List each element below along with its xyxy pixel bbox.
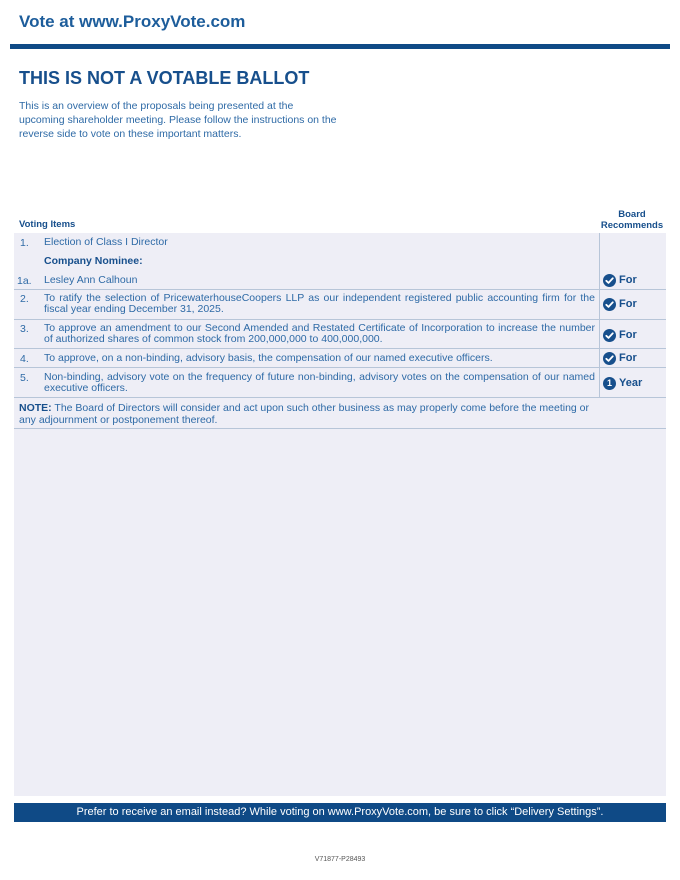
recommendation-2 (603, 297, 637, 311)
intro-paragraph: This is an overview of the proposals being presented at the upcoming shareholder meeting. Please follow the instructions on the reverse side to vote on these important matters. (19, 100, 337, 140)
note-paragraph (19, 402, 599, 426)
recommendation-5 (603, 376, 642, 390)
row-divider (14, 367, 666, 368)
row-divider (14, 289, 666, 290)
proxyvote-header-link[interactable]: Vote at www.ProxyVote.com (19, 12, 246, 31)
item-number: 5. (20, 372, 29, 384)
header-divider (10, 44, 670, 49)
board-header-line1: Board (618, 209, 646, 220)
item-number: 3. (20, 323, 29, 335)
row-divider (14, 397, 666, 398)
recommendation-label: For (619, 298, 637, 310)
delivery-settings-banner: Prefer to receive an email instead? While voting on www.ProxyVote.com, be sure to click “Delivery Settings”. (14, 803, 666, 822)
item-text: Lesley Ann Calhoun (44, 274, 138, 286)
item-text: Election of Class I Director (44, 236, 168, 248)
item-text: To approve an amendment to our Second Amended and Restated Certificate of Incorporation to increase the number of authorized shares of common stock from 200,000,000 to 400,000,000. (44, 322, 595, 345)
note-divider (14, 428, 666, 429)
item-number: 1. (20, 237, 29, 249)
nominee-heading: Company Nominee: (44, 255, 143, 267)
row-divider (14, 319, 666, 320)
check-circle-icon (603, 274, 616, 287)
item-text: To ratify the selection of PricewaterhouseCoopers LLP as our independent registered public accounting firm for the fiscal year ending December 31, 2025. (44, 292, 595, 315)
board-header-line2: Recommends (600, 220, 664, 231)
check-circle-icon (603, 329, 616, 342)
page-title: THIS IS NOT A VOTABLE BALLOT (19, 68, 310, 88)
check-circle-icon (603, 298, 616, 311)
item-number: 2. (20, 293, 29, 305)
recommendation-3 (603, 328, 637, 342)
icon-number: 1 (606, 377, 612, 388)
recommendation-label: For (619, 329, 637, 341)
note-label: NOTE: (19, 402, 52, 414)
note-text: The Board of Directors will consider and act upon such other business as may properly come before the meeting or any adjournment or postponement thereof. (19, 402, 590, 426)
item-number: 4. (20, 353, 29, 365)
voting-items-header: Voting Items (19, 219, 76, 230)
item-number: 1a. (17, 275, 32, 287)
recommendation-label: Year (619, 377, 643, 389)
number-one-circle-icon (603, 377, 616, 390)
row-divider (14, 348, 666, 349)
recommendation-4 (603, 351, 637, 365)
voting-panel (14, 233, 666, 796)
recommendation-label: For (619, 274, 637, 286)
item-text: Non-binding, advisory vote on the frequency of future non-binding, advisory votes on the compensation of our named executive officers. (44, 371, 595, 394)
item-text: To approve, on a non-binding, advisory basis, the compensation of our named executive officers. (44, 352, 493, 364)
check-circle-icon (603, 352, 616, 365)
document-code: V71877-P28493 (314, 856, 366, 863)
recommendation-1a (603, 273, 637, 287)
column-divider (599, 233, 600, 397)
recommendation-label: For (619, 352, 637, 364)
board-recommends-header (596, 209, 668, 231)
